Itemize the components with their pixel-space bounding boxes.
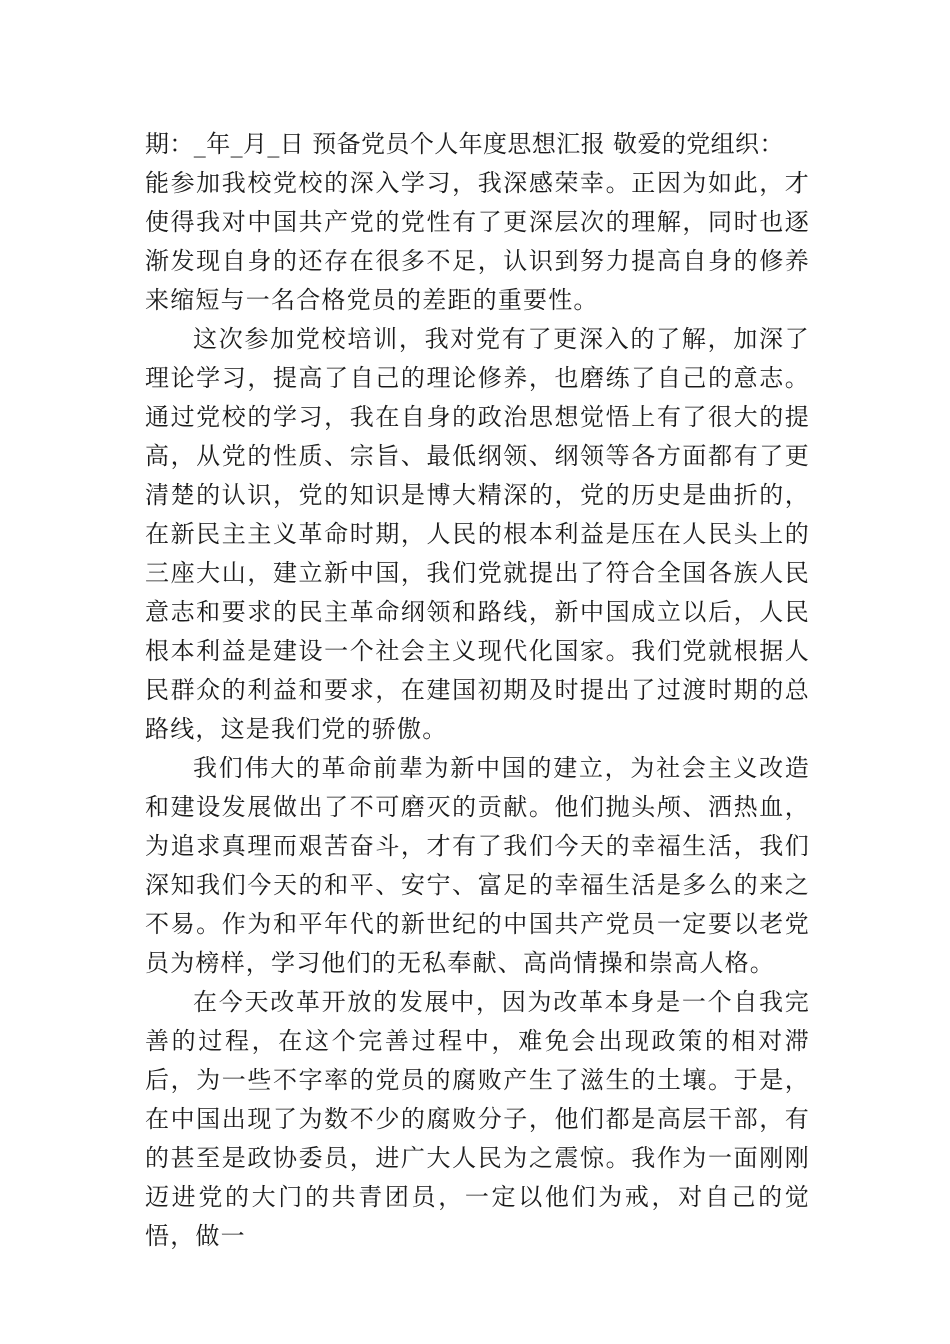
document-body: [145, 125, 810, 1256]
paragraph-3: 我们伟大的革命前辈为新中国的建立，为社会主义改造和建设发展做出了不可磨灭的贡献。他们抛头颅、洒热血，为追求真理而艰苦奋斗，才有了我们今天的幸福生活，我们深知我们今天的和平、安宁、富足的幸福生活是多么的来之不易。作为和平年代的新世纪的中国共产党员一定要以老党员为榜样，学习他们的无私奉献、高尚情操和崇高人格。: [145, 754, 810, 977]
paragraph-4: 在今天改革开放的发展中，因为改革本身是一个自我完善的过程，在这个完善过程中，难免会出现政策的相对滞后，为一些不字率的党员的腐败产生了滋生的土壤。于是，在中国出现了为数不少的腐败分子，他们都是高层干部，有的甚至是政协委员，进广大人民为之震惊。我作为一面刚刚迈进党的大门的共青团员，一定以他们为戒，对自己的觉悟，做一: [145, 988, 810, 1250]
header-line: 期：_年_月_日 预备党员个人年度思想汇报 敬爱的党组织：: [145, 130, 784, 158]
paragraph-1: 能参加我校党校的深入学习，我深感荣幸。正因为如此，才使得我对中国共产党的党性有了更深层次的理解，同时也逐渐发现自身的还存在很多不足，认识到努力提高自身的修养来缩短与一名合格党员的差距的重要性。: [145, 169, 810, 314]
paragraph-2: 这次参加党校培训，我对党有了更深入的了解，加深了理论学习，提高了自己的理论修养，也磨练了自己的意志。通过党校的学习，我在自身的政治思想觉悟上有了很大的提高，从党的性质、宗旨、最低纲领、纲领等各方面都有了更清楚的认识，党的知识是博大精深的，党的历史是曲折的，在新民主主义革命时期，人民的根本利益是压在人民头上的三座大山，建立新中国，我们党就提出了符合全国各族人民意志和要求的民主革命纲领和路线，新中国成立以后，人民根本利益是建设一个社会主义现代化国家。我们党就根据人民群众的利益和要求，在建国初期及时提出了过渡时期的总路线，这是我们党的骄傲。: [145, 325, 810, 743]
